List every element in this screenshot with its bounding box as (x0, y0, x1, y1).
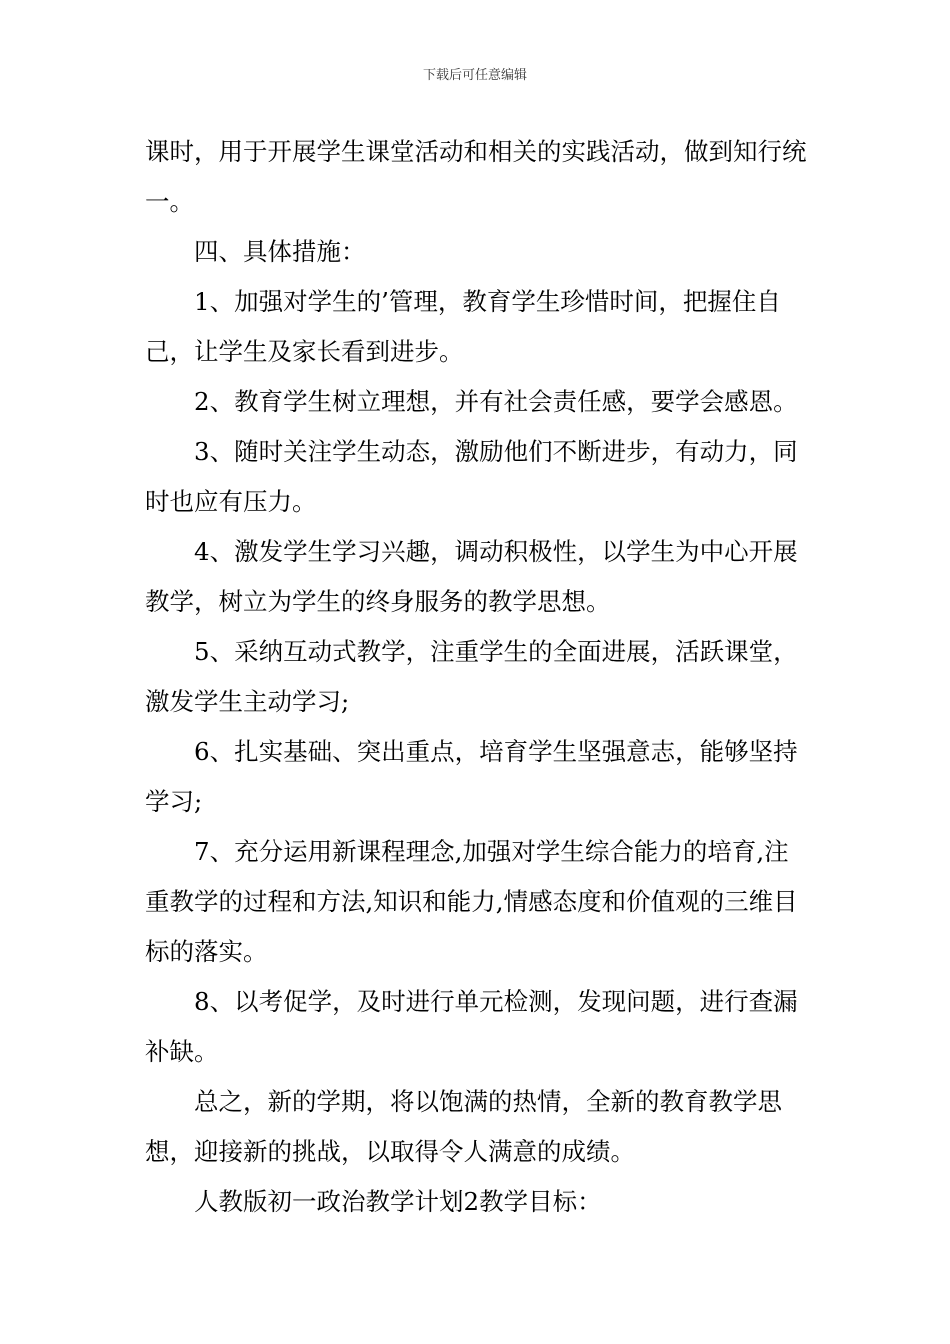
paragraph-continuation: 课时，用于开展学生课堂活动和相关的实践活动，做到知行统一。 (145, 137, 807, 216)
list-item-6: 6、扎实基础、突出重点，培育学生坚强意志，能够坚持学习; (145, 737, 798, 816)
list-item-7: 7、充分运用新课程理念,加强对学生综合能力的培育,注重教学的过程和方法,知识和能力,情感态度和价值观的三维目标的落实。 (145, 837, 798, 966)
paragraph-summary: 总之，新的学期，将以饱满的热情，全新的教育教学思想，迎接新的挑战，以取得令人满意的成绩。 (145, 1087, 782, 1166)
list-item-5: 5、采纳互动式教学，注重学生的全面进展，活跃课堂，激发学生主动学习; (145, 637, 798, 716)
list-item-3: 3、随时关注学生动态，激励他们不断进步，有动力，同时也应有压力。 (145, 437, 798, 516)
list-item-1: 1、加强对学生的’管理，教育学生珍惜时间，把握住自己，让学生及家长看到进步。 (145, 287, 781, 366)
page-header: 下载后可任意编辑 (422, 68, 527, 83)
list-item-2: 2、教育学生树立理想，并有社会责任感，要学会感恩。 (194, 387, 798, 416)
list-item-8: 8、以考促学，及时进行单元检测，发现问题，进行查漏补缺。 (145, 987, 798, 1066)
document-body (145, 127, 811, 1227)
list-item-4: 4、激发学生学习兴趣，调动积极性，以学生为中心开展教学，树立为学生的终身服务的教学思想。 (145, 537, 798, 616)
section-heading-measures: 四、具体措施： (194, 237, 366, 266)
paragraph-next-plan: 人教版初一政治教学计划2教学目标： (194, 1187, 602, 1216)
